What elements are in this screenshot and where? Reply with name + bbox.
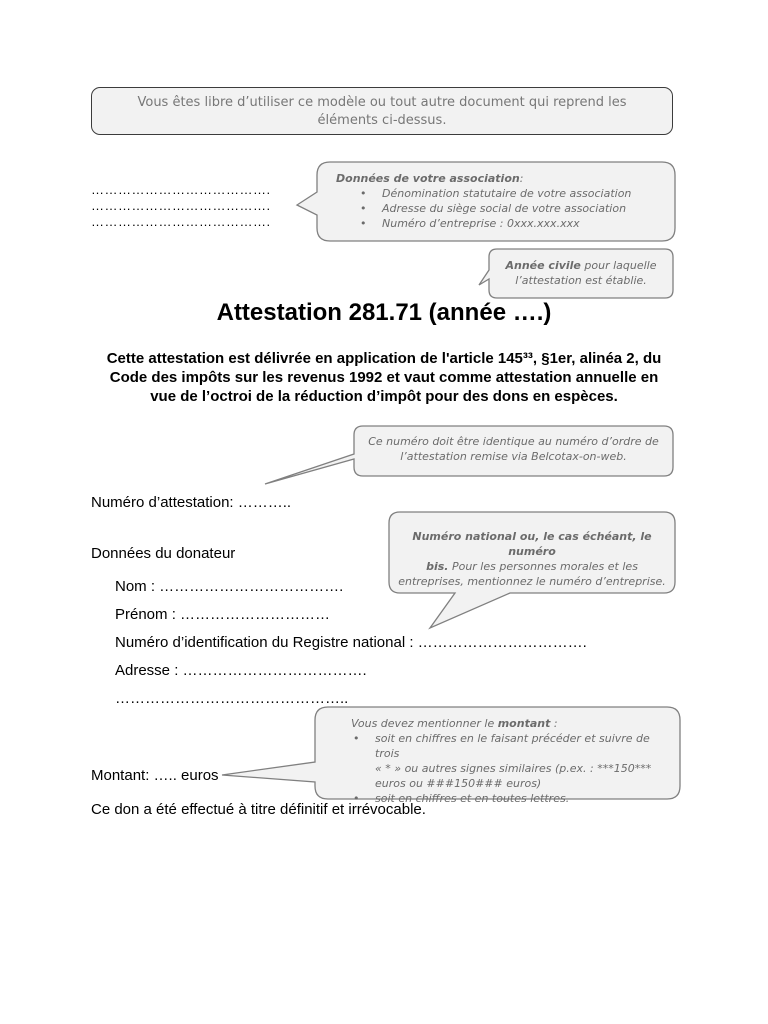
- callout-amount-item1-line1: • soit en chiffres en le faisant précéder et suivre de trois: [375, 732, 650, 760]
- notice-text: Vous êtes libre d’utiliser ce modèle ou tout autre document qui reprend les éléments ci-dessus.: [137, 95, 627, 128]
- list-item: • Numéro d’entreprise : 0xxx.xxx.xxx: [382, 216, 666, 231]
- callout-association-colon: :: [519, 172, 524, 185]
- callout-amount-tail: :: [550, 717, 558, 730]
- callout-amount-lead: Vous devez mentionner le: [351, 717, 498, 730]
- intro-paragraph: [60, 349, 708, 406]
- callout-amount-item1-line3: euros ou ###150### euros): [375, 777, 542, 790]
- callout-association-title: Données de votre association: [336, 172, 520, 185]
- field-registre-national: Numéro d’identification du Registre national : …………………………….: [115, 634, 587, 651]
- donor-heading: Données du donateur: [91, 545, 236, 562]
- callout-year: [489, 258, 673, 288]
- callout-association: [336, 171, 666, 231]
- callout-amount-bold: montant: [497, 717, 551, 730]
- callout-national-bold1: Numéro national ou, le cas échéant, le numéro: [412, 530, 652, 558]
- callout-national-bold2: bis.: [426, 560, 449, 573]
- amount-line: Montant: ….. euros: [91, 767, 219, 784]
- field-adresse-line2: ………………………………………..: [115, 690, 349, 707]
- callout-year-rest: pour laquelle: [580, 259, 657, 272]
- list-item: • soit en chiffres et en toutes lettres.: [375, 791, 676, 806]
- list-item: • Adresse du siège social de votre association: [382, 201, 666, 216]
- list-item: • Dénomination statutaire de votre association: [382, 186, 666, 201]
- list-item: [375, 731, 676, 791]
- field-nom: Nom : ……………………………….: [115, 578, 344, 595]
- callout-year-bold: Année civile: [505, 259, 581, 272]
- closing-statement: Ce don a été effectué à titre définitif et irrévocable.: [91, 801, 426, 818]
- callout-amount-list: [375, 731, 676, 806]
- notice-box: [91, 87, 673, 135]
- association-lines: [91, 182, 271, 230]
- association-line-2: ………………………………….: [91, 198, 271, 213]
- callout-year-line2: l’attestation est établie.: [515, 274, 647, 287]
- intro-line-2: Code des impôts sur les revenus 1992 et vaut comme attestation annuelle en: [109, 369, 659, 386]
- association-line-3: ………………………………….: [91, 214, 271, 229]
- callout-number: [354, 434, 673, 464]
- attestation-number: Numéro d’attestation: ………..: [91, 494, 292, 511]
- callout-amount-item1-line2: « * » ou autres signes similaires (p.ex. : ***150***: [375, 762, 652, 775]
- callout-number-line-2: l’attestation remise via Belcotax-on-web.: [400, 450, 627, 463]
- callout-national: [389, 529, 675, 589]
- intro-line-3: vue de l’octroi de la réduction d’impôt pour des dons en espèces.: [150, 388, 618, 405]
- field-adresse: Adresse : ……………………………….: [115, 662, 367, 679]
- field-prenom: Prénom : …………………………: [115, 606, 331, 623]
- association-line-1: ………………………………….: [91, 182, 271, 197]
- intro-line-1: Cette attestation est délivrée en application de l'article 145³³, §1er, alinéa 2, du: [106, 350, 662, 367]
- callout-amount: [351, 716, 676, 806]
- callout-national-line3: entreprises, mentionnez le numéro d’entreprise.: [398, 575, 666, 588]
- callout-national-rest2: Pour les personnes morales et les: [448, 560, 638, 573]
- callout-number-line-1: Ce numéro doit être identique au numéro d’ordre de: [368, 435, 659, 448]
- page-title: Attestation 281.71 (année ….): [216, 299, 552, 326]
- callout-association-list: [382, 186, 666, 231]
